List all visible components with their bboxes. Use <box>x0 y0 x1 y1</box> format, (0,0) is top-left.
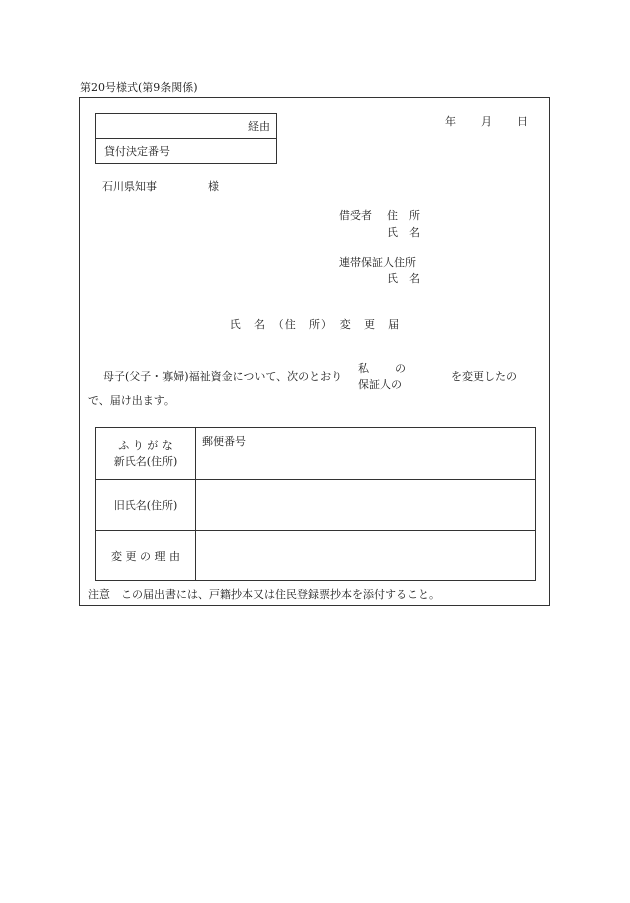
addressee-name: 石川県知事 <box>102 180 157 193</box>
table-row <box>96 428 535 479</box>
guarantor-name-label: 氏 名 <box>387 272 420 285</box>
borrower-address-label: 住 所 <box>387 209 420 222</box>
borrower-name-label: 氏 名 <box>387 226 420 239</box>
guarantor-role: 連帯保証人住所 <box>339 256 416 269</box>
change-table <box>95 427 536 581</box>
body-text-end: を変更したの <box>451 370 517 383</box>
option-self: 私 <box>358 362 369 375</box>
body-text-start: 母子(父子・寡婦)福祉資金について、次のとおり <box>103 370 343 383</box>
date-day-label: 日 <box>517 115 528 128</box>
new-name-label: 新氏名(住所) <box>113 455 178 468</box>
table-column-divider <box>195 428 196 580</box>
routing-divider <box>96 138 276 139</box>
postal-code-label: 郵便番号 <box>202 435 246 448</box>
table-row <box>96 479 535 531</box>
old-name-label: 旧氏名(住所) <box>113 499 178 512</box>
body-text-line2: で、届け出ます。 <box>88 394 175 407</box>
document-title: 氏 名 （住 所） 変 更 届 <box>229 318 401 331</box>
attachment-note: 注意 この届出書には、戸籍抄本又は住民登録票抄本を添付すること。 <box>88 588 440 601</box>
option-self-particle: の <box>395 362 406 375</box>
date-year-label: 年 <box>445 115 456 128</box>
change-reason-label: 変 更 の 理 由 <box>111 550 180 563</box>
loan-decision-number-label: 貸付決定番号 <box>104 145 170 158</box>
option-guarantor: 保証人の <box>358 378 402 391</box>
route-label: 経由 <box>248 120 270 133</box>
routing-box <box>95 113 277 164</box>
date-month-label: 月 <box>481 115 492 128</box>
form-number: 第20号様式(第9条関係) <box>80 81 198 94</box>
addressee-honorific: 様 <box>208 180 219 193</box>
furigana-label: ふ り が な <box>118 439 173 452</box>
borrower-role: 借受者 <box>339 209 372 222</box>
table-row <box>96 530 535 582</box>
